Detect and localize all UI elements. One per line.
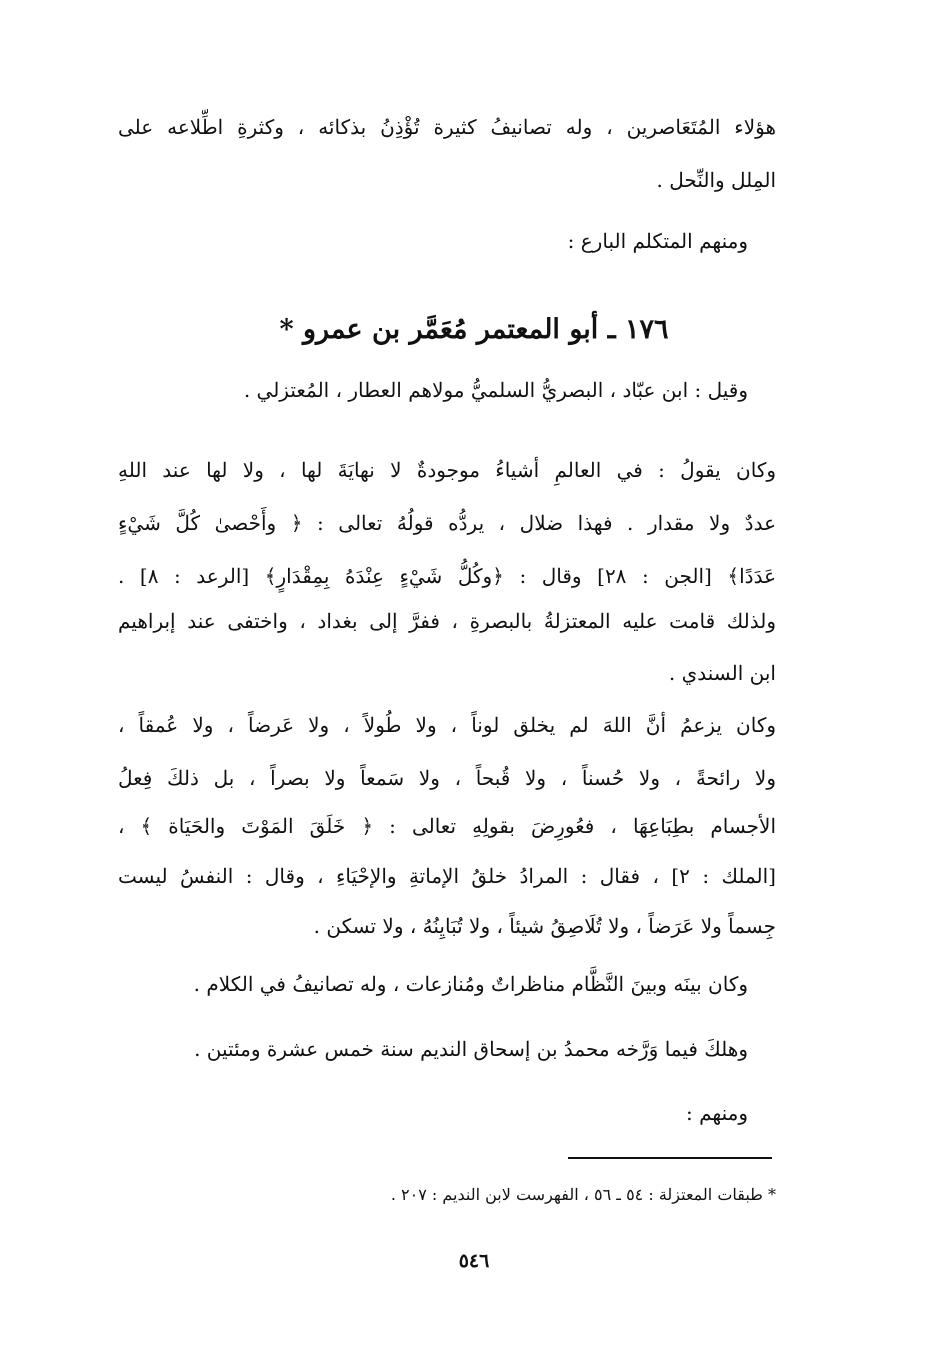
paragraph-line: وقيل : ابن عبّاد ، البصريُّ السلميُّ مولاهم العطار ، المُعتزلي . <box>243 378 748 402</box>
paragraph-line: ابن السندي . <box>668 661 776 685</box>
paragraph-line: [الملك : ٢] ، فقال : المرادُ خلقُ الإماتةِ والإحْيَاءِ ، وقال : النفسُ ليست <box>118 864 776 888</box>
footnote-divider <box>568 1157 772 1159</box>
paragraph-line: وكان بينَه وبينَ النَّظَّام مناظراتٌ ومُنازعات ، وله تصانيفُ في الكلام . <box>193 972 748 996</box>
paragraph-line: هؤلاء المُتَعَاصرين ، وله تصانيفُ كثيرة تُؤْذِنُ بذكائه ، وكثرةِ اطِّلاعه على <box>118 115 776 139</box>
paragraph-line: ومنهم المتكلم البارع : <box>567 229 748 253</box>
paragraph-line: وهلكَ فيما وَرَّخه محمدُ بن إسحاق النديم سنة خمس عشرة ومئتين . <box>194 1037 748 1061</box>
page-number: ٥٤٦ <box>458 1250 490 1272</box>
paragraph-line: ومنهم : <box>685 1101 748 1125</box>
paragraph-line: ولا رائحةً ، ولا حُسناً ، ولا قُبحاً ، ولا سَمعاً ولا بصراً ، بل ذلكَ فِعلُ <box>118 766 776 790</box>
paragraph-line: المِلل والنِّحل . <box>656 168 776 192</box>
paragraph-line: جِسماً ولا عَرَضاً ، ولا تُلَاصِقُ شيئاً ، ولا تُبَايِنُهُ ، ولا تسكن . <box>313 914 776 938</box>
paragraph-line: وكان يزعمُ أنَّ اللهَ لم يخلق لوناً ، ولا طُولاً ، ولا عَرضاً ، ولا عُمقاً ، <box>118 713 776 737</box>
paragraph-line: الأجسام بطِبَاعِهَا ، فعُورِضَ بقولِهِ تعالى : ﴿ خَلَقَ المَوْتَ والحَيَاة ﴾ ، <box>118 814 776 838</box>
paragraph-line: عددٌ ولا مقدار . فهذا ضلال ، يردُّه قولُهُ تعالى : ﴿ وأَحْصىٰ كُلَّ شَيْءٍ <box>118 511 776 535</box>
footnote: * طبقات المعتزلة : ٥٤ ـ ٥٦ ، الفهرست لابن النديم : ٢٠٧ . <box>390 1185 776 1204</box>
paragraph-line: عَدَدًا﴾ [الجن : ٢٨] وقال : ﴿وكُلُّ شَيْءٍ عِنْدَهُ بِمِقْدَارٍ﴾ [الرعد : ٨] . <box>118 564 776 588</box>
paragraph-line: ولذلك قامت عليه المعتزلةُ بالبصرةِ ، ففرَّ إلى بغداد ، واختفى عند إبراهيم <box>118 609 776 633</box>
entry-title: ١٧٦ ـ أبو المعتمر مُعَمَّر بن عمرو * <box>279 314 669 345</box>
paragraph-line: وكان يقولُ : في العالمِ أشياءُ موجودةٌ لا نهايَةَ لها ، ولا لها عند اللهِ <box>118 458 776 482</box>
